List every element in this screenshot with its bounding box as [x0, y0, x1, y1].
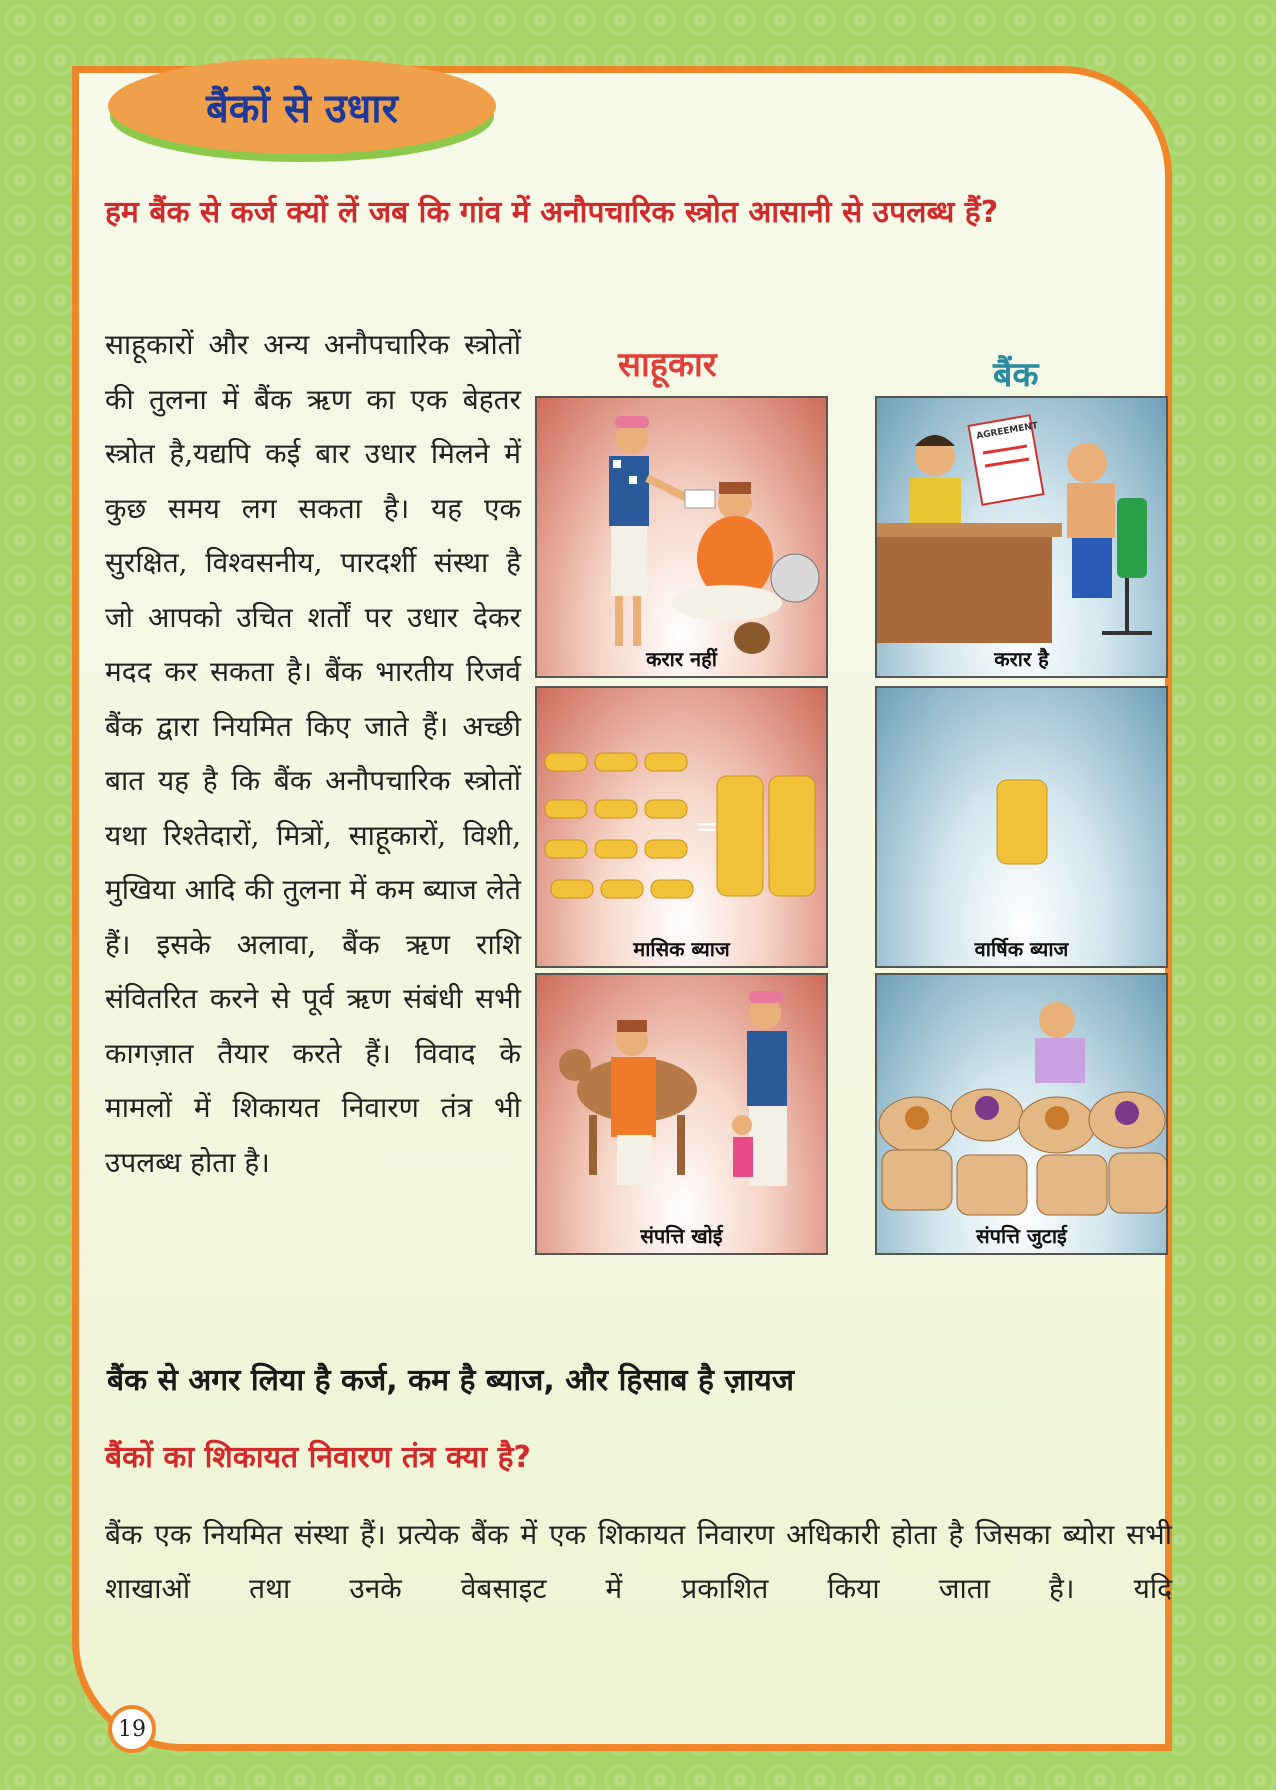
monthly-coins-illustration [537, 688, 828, 968]
caption-property-gained: संपत्ति जुटाई [976, 1224, 1067, 1248]
equals-sign: = [695, 810, 719, 843]
panel-property-lost [535, 973, 828, 1255]
bottom-paragraph: बैंक एक नियमित संस्था हैं। प्रत्येक बैंक में एक शिकायत निवारण अधिकारी होता है जिसका ब्योरा सभी शाखाओं तथा उनके वेबसाइट में प्रकाशित किया जाता है। यदि [105, 1518, 1172, 1605]
left-paragraph: साहूकारों और अन्य अनौपचारिक स्त्रोतों की तुलना में बैंक ऋण का एक बेहतर स्त्रोत है,यद्यपि कई बार उधार मिलने में कुछ समय लग सकता है। यह एक सुरक्षित, विश्वसनीय, पारदर्शी संस्था है जो आपको उचित शर्तों पर उधार देकर मदद कर सकता है। बैंक भारतीय रिजर्व बैंक द्वारा नियमित किए जाते हैं। अच्छी बात यह है कि बैंक अनौपचारिक स्त्रोतों यथा रिश्तेदारों, मित्रों, साहूकारों, विशी, मुखिया आदि की तुलना में कम ब्याज लेते हैं। इसके अलावा, बैंक ऋण राशि संवितरित करने से पूर्व ऋण संबंधी सभी कागज़ात तैयार करते हैं। विवाद के मामलों में शिकायत निवारण तंत्र भी उपलब्ध होता है। [105, 328, 521, 1179]
yearly-coins-illustration [877, 688, 1168, 968]
slogan-text: बैंक से अगर लिया है कर्ज, कम है ब्याज, और हिसाब है ज़ायज [107, 1363, 795, 1398]
panel-property-gained [875, 973, 1168, 1255]
panel-monthly-interest [535, 686, 828, 968]
panel-agreement [875, 396, 1168, 678]
property-lost-illustration [537, 975, 828, 1255]
bank-heading: बैंक [993, 355, 1039, 395]
page-title: बैंकों से उधार [205, 84, 399, 132]
caption-yearly-interest: वार्षिक ब्याज [974, 937, 1069, 961]
bank-agreement-illustration [877, 398, 1168, 678]
agreement-doc-label: AGREEMENT [975, 421, 1039, 442]
caption-property-lost: संपत्ति खोई [640, 1224, 723, 1248]
moneylender-exchange-illustration [537, 398, 828, 678]
caption-no-agreement: करार नहीं [646, 647, 717, 671]
caption-monthly-interest: मासिक ब्याज [633, 937, 730, 961]
page-number: 19 [108, 1705, 156, 1753]
question-heading-1: हम बैंक से कर्ज क्यों लें जब कि गांव में अनौपचारिक स्त्रोत आसानी से उपलब्ध हैं? [105, 195, 999, 230]
moneylender-heading: साहूकार [618, 345, 717, 385]
panel-yearly-interest [875, 686, 1168, 968]
panel-no-agreement [535, 396, 828, 678]
property-gained-illustration [877, 975, 1168, 1255]
title-badge [108, 58, 496, 154]
caption-agreement: करार है [994, 647, 1049, 671]
question-heading-2: बैंकों का शिकायत निवारण तंत्र क्या है? [105, 1440, 531, 1475]
